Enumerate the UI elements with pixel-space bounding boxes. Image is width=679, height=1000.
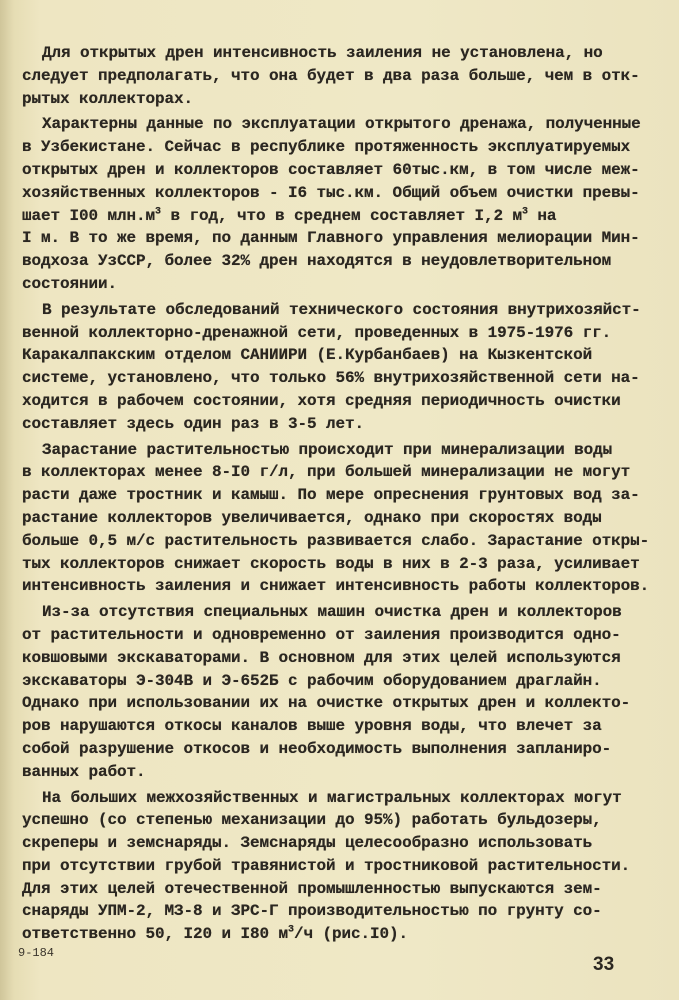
text-line: Характерны данные по эксплуатации открытого дренажа, полученные (42, 115, 641, 134)
text-line: венной коллекторно-дренажной сети, проведенных в 1975-1976 гг. (22, 323, 612, 342)
superscript: 3 (522, 206, 528, 218)
text-line (22, 205, 662, 228)
text-line: от растительности и одновременно от заиления производится одно- (22, 625, 621, 644)
text-line: ходится в рабочем состоянии, хотя средняя периодичность очистки (22, 391, 621, 410)
page-number: 33 (593, 954, 615, 975)
text-line (22, 923, 662, 946)
text-line: Каракалпакским отделом САНИИРИ (Е.Курбанбаев) на Кызкентской (22, 346, 593, 365)
text-line: рытых коллекторах. (22, 89, 194, 108)
text-line: состоянии. (22, 274, 118, 293)
text-line: системе, установлено, что только 56% внутрихозяйственной сети на- (22, 369, 640, 388)
paragraph (22, 787, 662, 947)
text-line: Для этих целей отечественной промышленностью выпускаются зем- (22, 879, 602, 898)
text-line: собой разрушение откосов и необходимость выполнения запланиро- (22, 739, 612, 758)
text-line: растание коллекторов увеличивается, однако при скоростях воды (22, 508, 602, 527)
superscript: 3 (155, 206, 161, 218)
text-line: следует предполагать, что она будет в два раза больше, чем в отк- (22, 66, 640, 85)
text-segment: шает I00 млн.м (22, 206, 156, 225)
text-line: На больших межхозяйственных и магистральных коллекторах могут (42, 788, 622, 807)
text-line: тых коллекторов снижает скорость воды в них в 2-3 раза, усиливает (22, 554, 640, 573)
text-line: Для открытых дрен интенсивность заиления не установлена, но (42, 44, 603, 62)
paragraph (22, 113, 662, 295)
text-line: больше 0,5 м/с растительность развивается слабо. Зарастание откры- (22, 531, 650, 550)
document-code: 9-184 (18, 946, 55, 960)
text-segment: на (527, 206, 557, 225)
text-segment: в год, что в среднем составляет I,2 м (160, 206, 522, 225)
text-line: хозяйственных коллекторов - I6 тыс.км. Общий объем очистки превы- (22, 183, 640, 202)
text-line: Из-за отсутствия специальных машин очистка дрен и коллекторов (42, 603, 622, 622)
document-body (22, 42, 662, 949)
text-line: ванных работ. (22, 762, 146, 781)
text-line: В результате обследований технического состояния внутрихозяйст- (42, 300, 641, 319)
paragraph (22, 42, 662, 110)
text-line: снаряды УПМ-2, МЗ-8 и ЗРС-Г производительностью по грунту со- (22, 902, 602, 921)
text-line: скреперы и земснаряды. Земснаряды целесообразно использовать (22, 834, 593, 853)
text-line: ковшовыми экскаваторами. В основном для этих целей используются (22, 648, 621, 667)
text-line: Однако при использовании их на очистке открытых дрен и коллекто- (22, 694, 631, 713)
text-line: расти даже тростник и камыш. По мере опреснения грунтовых вод за- (22, 486, 640, 505)
text-line: составляет здесь один раз в 3-5 лет. (22, 414, 365, 433)
text-segment: /ч (рис.I0). (293, 925, 408, 944)
paragraph (22, 299, 662, 436)
superscript: 3 (288, 924, 294, 936)
paragraph (22, 439, 662, 599)
text-line: интенсивность заиления и снижает интенсивность работы коллекторов. (22, 577, 650, 596)
text-line: в Узбекистане. Сейчас в республике протяженность эксплуатируемых (22, 138, 631, 157)
text-line: водхоза УзССР, более 32% дрен находятся в неудовлетворительном (22, 252, 612, 271)
text-line: Зарастание растительностью происходит при минерализации воды (42, 440, 613, 459)
text-line: ров нарушаются откосы каналов выше уровня воды, что влечет за (22, 717, 602, 736)
text-line: открытых дрен и коллекторов составляет 60тыс.км, в том числе меж- (22, 160, 640, 179)
text-line: I м. В то же время, по данным Главного управления мелиорации Мин- (22, 229, 640, 248)
paragraph (22, 601, 662, 783)
text-segment: ответственно 50, I20 и I80 м (22, 925, 289, 944)
text-line: экскаваторы Э-304В и Э-652Б с рабочим оборудованием драглайн. (22, 671, 602, 690)
text-line: успешно (со степенью механизации до 95%) работать бульдозеры, (22, 811, 602, 830)
text-line: в коллекторах менее 8-I0 г/л, при большей минерализации не могут (22, 463, 631, 482)
text-line: при отсутствии грубой травянистой и тростниковой растительности. (22, 856, 631, 875)
